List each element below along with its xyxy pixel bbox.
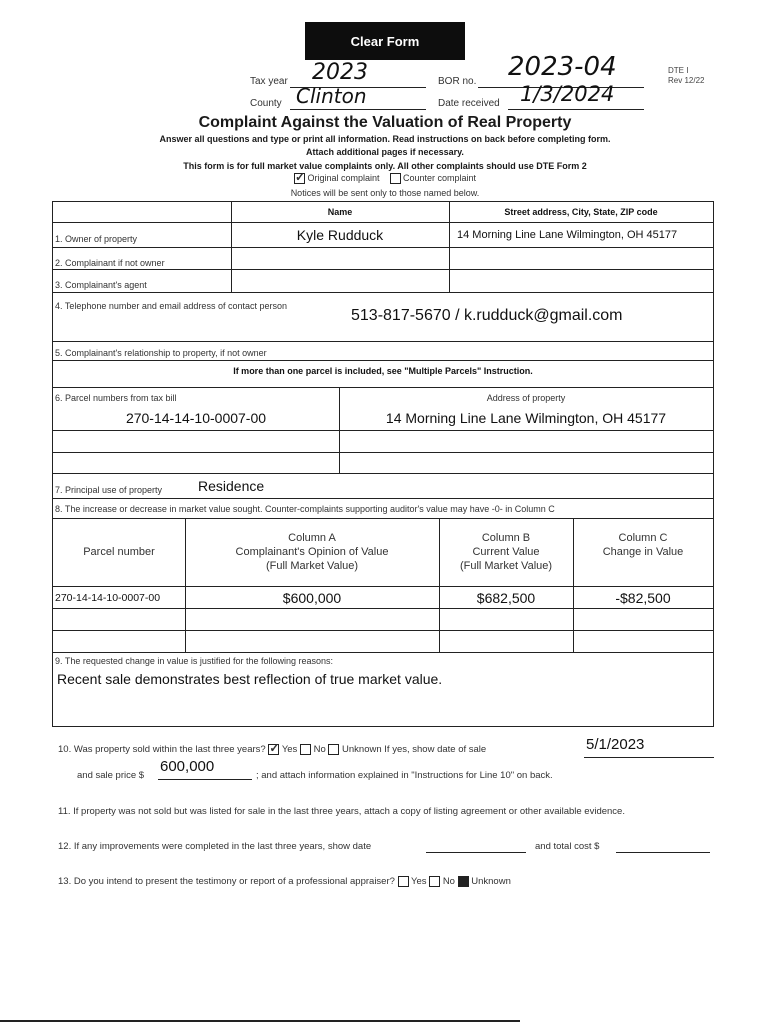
- improvement-cost-field[interactable]: [616, 841, 710, 853]
- value-row-column-c[interactable]: -$82,500: [615, 590, 671, 606]
- value-table-row: [53, 630, 713, 652]
- appraiser-yes-checkbox[interactable]: [398, 876, 409, 887]
- address-column-header: Street address, City, State, ZIP code: [504, 207, 658, 217]
- column-a-note: (Full Market Value): [265, 560, 359, 572]
- instruction-line-1: Answer all questions and type or print all information. Read instructions on back before completing form.: [159, 134, 611, 144]
- notices-note: Notices will be sent only to those named below.: [290, 188, 480, 198]
- tax-year-value: 2023: [312, 60, 368, 85]
- owner-row: [53, 222, 713, 247]
- sale-price-label: and sale price $: [77, 770, 145, 781]
- parcel-number-column-header: Parcel number: [83, 546, 155, 558]
- sale-date-value: 5/1/2023: [586, 736, 645, 753]
- parcel-numbers-label: 6. Parcel numbers from tax bill: [55, 393, 177, 403]
- agent-row: [53, 269, 713, 292]
- appraiser-no-checkbox[interactable]: [429, 876, 440, 887]
- parcel-blank-row: [53, 430, 713, 452]
- contact-row: [53, 292, 713, 341]
- principal-use-value[interactable]: Residence: [198, 478, 265, 494]
- column-a-title: Column A: [288, 532, 336, 544]
- value-row-parcel[interactable]: 270-14-14-10-0007-00: [55, 592, 161, 604]
- sale-date-label: If yes, show date of sale: [384, 744, 487, 756]
- owner-label: 1. Owner of property: [55, 234, 138, 244]
- sold-yes-checkbox[interactable]: [268, 744, 279, 755]
- question-13-text: 13. Do you intend to present the testimony or report of a professional appraiser?: [58, 876, 395, 888]
- parcel-address-value[interactable]: 14 Morning Line Lane Wilmington, OH 45177: [385, 410, 667, 426]
- complainant-label: 2. Complainant if not owner: [55, 258, 165, 268]
- value-change-label-row: [53, 498, 713, 518]
- county-value: Clinton: [296, 84, 367, 108]
- owner-address[interactable]: 14 Morning Line Lane Wilmington, OH 45177: [457, 229, 678, 241]
- value-row-column-b[interactable]: $682,500: [476, 590, 536, 606]
- county-field[interactable]: [290, 84, 426, 110]
- appraiser-unknown-checkbox[interactable]: [458, 876, 469, 887]
- column-c-title: Column C: [618, 532, 668, 544]
- principal-use-row: [53, 473, 713, 497]
- justification-label: 9. The requested change in value is justified for the following reasons:: [55, 656, 334, 666]
- question-10-text: 10. Was property sold within the last three years?: [58, 744, 266, 756]
- sold-no-checkbox[interactable]: [300, 744, 311, 755]
- contact-label: 4. Telephone number and email address of contact person: [55, 301, 287, 311]
- value-change-label: 8. The increase or decrease in market value sought. Counter-complaints supporting auditor's value may have -0- in Column C: [55, 504, 555, 514]
- clear-form-button[interactable]: Clear Form: [305, 22, 465, 60]
- complaint-type-row: [0, 173, 770, 184]
- column-b-subtitle: Current Value: [472, 546, 540, 558]
- instruction-line-2: Attach additional pages if necessary.: [306, 147, 464, 157]
- sold-unknown-checkbox[interactable]: [328, 744, 339, 755]
- appraiser-unknown-label: Unknown: [471, 876, 511, 888]
- counter-complaint-label: Counter complaint: [403, 173, 477, 183]
- date-received-label: Date received: [438, 98, 500, 109]
- value-table-row: [53, 608, 713, 630]
- value-table-row: [53, 586, 713, 608]
- principal-use-label: 7. Principal use of property: [55, 485, 163, 495]
- sold-no-label: No: [313, 744, 326, 756]
- column-b-note: (Full Market Value): [459, 560, 553, 572]
- parcel-number-value[interactable]: 270-14-14-10-0007-00: [125, 410, 267, 426]
- bor-value: 2023-04: [508, 52, 617, 82]
- parcels-section: [53, 387, 713, 473]
- form-title: Complaint Against the Valuation of Real Property: [198, 114, 572, 131]
- date-received-field[interactable]: [508, 84, 644, 110]
- column-a-subtitle: Complainant's Opinion of Value: [235, 546, 389, 558]
- complainant-row: [53, 247, 713, 269]
- sale-attach-note: ; and attach information explained in "Instructions for Line 10" on back.: [256, 770, 553, 781]
- parcel-blank-row: [53, 452, 713, 474]
- property-address-label: Address of property: [486, 393, 566, 403]
- complaint-table: [52, 201, 714, 727]
- value-table-header: [53, 518, 713, 586]
- original-complaint-checkbox[interactable]: [294, 173, 305, 184]
- date-received-value: 1/3/2024: [520, 82, 615, 106]
- appraiser-yes-label: Yes: [411, 876, 427, 888]
- bor-label: BOR no.: [438, 76, 477, 87]
- question-10: [58, 744, 486, 755]
- sold-unknown-label: Unknown: [342, 744, 382, 756]
- form-code: DTE I: [668, 66, 689, 75]
- relationship-row: [53, 341, 713, 360]
- justification-row: [53, 652, 713, 726]
- justification-value[interactable]: Recent sale demonstrates best reflection of true market value.: [57, 671, 443, 687]
- sale-price-value: 600,000: [160, 758, 215, 775]
- name-column-header: Name: [327, 207, 353, 217]
- question-11: 11. If property was not sold but was listed for sale in the last three years, attach a copy of listing agreement or other available evidence.: [58, 806, 625, 817]
- improvement-date-field[interactable]: [426, 841, 526, 853]
- page-bottom-edge: [0, 1020, 520, 1022]
- counter-complaint-checkbox[interactable]: [390, 173, 401, 184]
- agent-label: 3. Complainant's agent: [55, 280, 147, 290]
- column-c-subtitle: Change in Value: [602, 546, 684, 558]
- relationship-label: 5. Complainant's relationship to property, if not owner: [55, 348, 267, 358]
- sale-price-field[interactable]: [158, 760, 252, 780]
- improvement-cost-label: and total cost $: [535, 841, 600, 852]
- column-b-title: Column B: [481, 532, 531, 544]
- contact-value[interactable]: 513-817-5670 / k.rudduck@gmail.com: [351, 307, 623, 324]
- instruction-line-3: This form is for full market value complaints only. All other complaints should use DTE Form 2: [183, 161, 587, 171]
- question-12: 12. If any improvements were completed in the last three years, show date: [58, 841, 372, 852]
- original-complaint-label: Original complaint: [307, 173, 380, 183]
- sale-date-field[interactable]: [584, 738, 714, 758]
- owner-name[interactable]: Kyle Rudduck: [296, 227, 384, 243]
- tax-year-label: Tax year: [250, 76, 288, 87]
- appraiser-no-label: No: [442, 876, 455, 888]
- form-revision: Rev 12/22: [668, 76, 705, 85]
- sold-yes-label: Yes: [281, 744, 298, 756]
- multiple-parcels-row: [53, 360, 713, 380]
- county-label: County: [250, 98, 282, 109]
- value-row-column-a[interactable]: $600,000: [282, 590, 342, 606]
- multiple-parcels-note: If more than one parcel is included, see "Multiple Parcels" Instruction.: [233, 366, 533, 376]
- question-13: [58, 876, 511, 887]
